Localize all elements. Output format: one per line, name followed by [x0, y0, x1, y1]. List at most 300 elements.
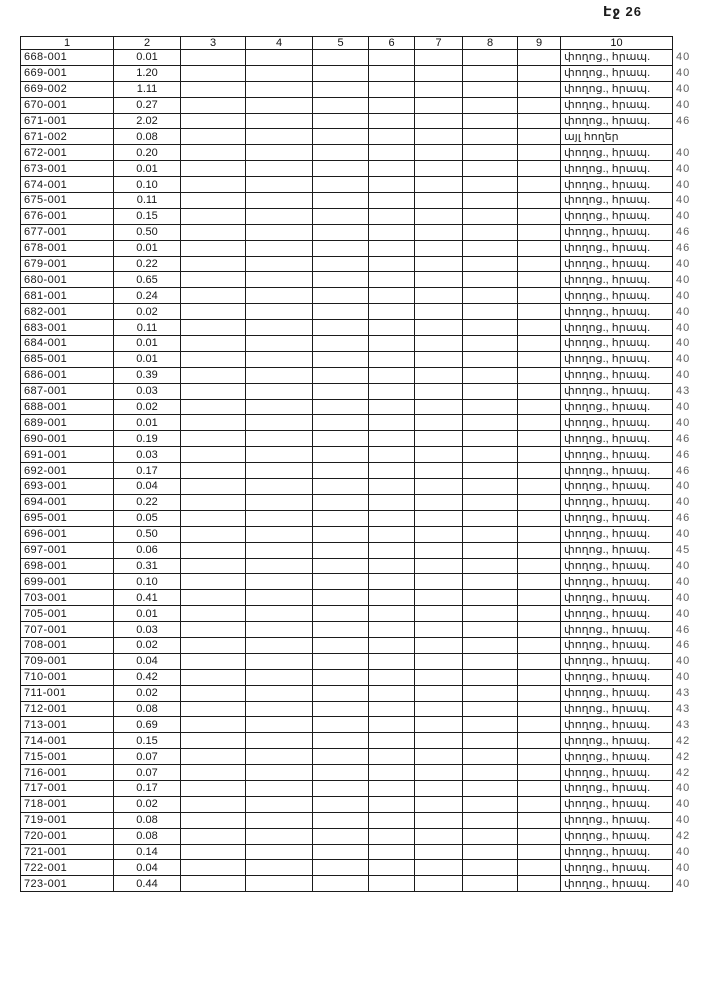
empty-cell [181, 367, 246, 383]
desc-cell: փողոց., հրապ. [561, 479, 673, 495]
table-row [21, 765, 703, 781]
empty-cell [369, 272, 415, 288]
table-row [21, 399, 703, 415]
margin-mark: 40 [676, 416, 691, 429]
empty-cell [369, 208, 415, 224]
empty-cell [518, 622, 561, 638]
table-row [21, 351, 703, 367]
empty-cell [246, 796, 313, 812]
empty-cell [463, 574, 518, 590]
table-row [21, 288, 703, 304]
margin-mark: 40 [676, 273, 691, 286]
value-cell: 0.08 [114, 701, 181, 717]
empty-cell [415, 494, 463, 510]
code-cell: 713-001 [21, 717, 114, 733]
code-cell: 669-002 [21, 81, 114, 97]
empty-cell [369, 860, 415, 876]
table-row [21, 780, 703, 796]
value-cell: 0.44 [114, 876, 181, 892]
empty-cell [415, 733, 463, 749]
empty-cell [246, 542, 313, 558]
code-cell: 681-001 [21, 288, 114, 304]
code-cell: 695-001 [21, 510, 114, 526]
empty-cell [181, 320, 246, 336]
value-cell: 0.02 [114, 637, 181, 653]
empty-cell [313, 590, 369, 606]
empty-cell [518, 749, 561, 765]
empty-cell [313, 50, 369, 66]
empty-cell [415, 129, 463, 145]
empty-cell [415, 717, 463, 733]
empty-cell [313, 574, 369, 590]
empty-cell [415, 812, 463, 828]
empty-cell [369, 479, 415, 495]
margin-mark: 40 [676, 496, 691, 509]
empty-cell [518, 50, 561, 66]
empty-cell [415, 367, 463, 383]
empty-cell [181, 415, 246, 431]
empty-cell [369, 336, 415, 352]
empty-cell [313, 876, 369, 892]
empty-cell [463, 65, 518, 81]
empty-cell [369, 637, 415, 653]
empty-cell [246, 653, 313, 669]
empty-cell [246, 606, 313, 622]
table-row [21, 860, 703, 876]
margin-mark: 40 [676, 178, 691, 191]
value-cell: 0.01 [114, 161, 181, 177]
margin-mark: 46 [676, 226, 691, 239]
empty-cell [463, 558, 518, 574]
desc-cell: փողոց., հրապ. [561, 383, 673, 399]
empty-cell [369, 494, 415, 510]
value-cell: 2.02 [114, 113, 181, 129]
empty-cell [415, 399, 463, 415]
empty-cell [369, 463, 415, 479]
empty-cell [246, 765, 313, 781]
code-cell: 671-001 [21, 113, 114, 129]
empty-cell [181, 606, 246, 622]
empty-cell [313, 240, 369, 256]
code-cell: 673-001 [21, 161, 114, 177]
empty-cell [181, 733, 246, 749]
empty-cell [313, 336, 369, 352]
empty-cell [518, 828, 561, 844]
code-cell: 718-001 [21, 796, 114, 812]
empty-cell [313, 606, 369, 622]
empty-cell [369, 765, 415, 781]
table-row [21, 844, 703, 860]
code-cell: 698-001 [21, 558, 114, 574]
empty-cell [246, 558, 313, 574]
empty-cell [181, 113, 246, 129]
empty-cell [463, 812, 518, 828]
empty-cell [518, 129, 561, 145]
desc-cell: փողոց., հրապ. [561, 65, 673, 81]
code-cell: 697-001 [21, 542, 114, 558]
table-row [21, 876, 703, 892]
code-cell: 668-001 [21, 50, 114, 66]
column-header: 6 [369, 37, 415, 50]
margin-mark: 42 [676, 766, 691, 779]
code-cell: 716-001 [21, 765, 114, 781]
empty-cell [415, 97, 463, 113]
empty-cell [463, 479, 518, 495]
desc-cell: փողոց., հրապ. [561, 653, 673, 669]
empty-cell [415, 304, 463, 320]
empty-cell [369, 240, 415, 256]
desc-cell: փողոց., հրապ. [561, 50, 673, 66]
empty-cell [415, 574, 463, 590]
table-row [21, 479, 703, 495]
table-row [21, 304, 703, 320]
value-cell: 0.20 [114, 145, 181, 161]
empty-cell [369, 367, 415, 383]
empty-cell [313, 526, 369, 542]
column-header: 5 [313, 37, 369, 50]
table-row [21, 113, 703, 129]
code-cell: 690-001 [21, 431, 114, 447]
empty-cell [415, 510, 463, 526]
empty-cell [246, 637, 313, 653]
empty-cell [181, 717, 246, 733]
empty-cell [518, 526, 561, 542]
empty-cell [369, 161, 415, 177]
code-cell: 670-001 [21, 97, 114, 113]
empty-cell [313, 161, 369, 177]
empty-cell [463, 177, 518, 193]
empty-cell [246, 367, 313, 383]
empty-cell [181, 780, 246, 796]
empty-cell [181, 81, 246, 97]
code-cell: 687-001 [21, 383, 114, 399]
empty-cell [313, 622, 369, 638]
value-cell: 0.03 [114, 622, 181, 638]
value-cell: 0.27 [114, 97, 181, 113]
value-cell: 0.01 [114, 606, 181, 622]
empty-cell [518, 256, 561, 272]
margin-mark: 40 [676, 321, 691, 334]
code-cell: 691-001 [21, 447, 114, 463]
desc-cell: փողոց., հրապ. [561, 765, 673, 781]
empty-cell [463, 193, 518, 209]
margin-mark: 46 [676, 639, 691, 652]
empty-cell [313, 208, 369, 224]
empty-cell [463, 161, 518, 177]
empty-cell [463, 304, 518, 320]
value-cell: 0.04 [114, 653, 181, 669]
empty-cell [518, 558, 561, 574]
empty-cell [369, 145, 415, 161]
value-cell: 1.11 [114, 81, 181, 97]
empty-cell [313, 145, 369, 161]
empty-cell [463, 510, 518, 526]
empty-cell [415, 860, 463, 876]
table-row [21, 272, 703, 288]
margin-mark: 42 [676, 830, 691, 843]
table-row [21, 81, 703, 97]
desc-cell: փողոց., հրապ. [561, 574, 673, 590]
empty-cell [518, 367, 561, 383]
code-cell: 709-001 [21, 653, 114, 669]
empty-cell [463, 463, 518, 479]
code-cell: 707-001 [21, 622, 114, 638]
margin-mark: 46 [676, 512, 691, 525]
margin-mark: 40 [676, 210, 691, 223]
empty-cell [415, 606, 463, 622]
empty-cell [518, 240, 561, 256]
empty-cell [181, 590, 246, 606]
table-row [21, 50, 703, 66]
empty-cell [369, 876, 415, 892]
empty-cell [181, 431, 246, 447]
empty-cell [463, 336, 518, 352]
empty-cell [181, 526, 246, 542]
table-row [21, 685, 703, 701]
value-cell: 0.22 [114, 494, 181, 510]
empty-cell [181, 97, 246, 113]
empty-cell [463, 224, 518, 240]
empty-cell [415, 320, 463, 336]
column-header: 7 [415, 37, 463, 50]
value-cell: 0.01 [114, 336, 181, 352]
value-cell: 0.08 [114, 828, 181, 844]
table-row [21, 320, 703, 336]
desc-cell: փողոց., հրապ. [561, 272, 673, 288]
empty-cell [181, 304, 246, 320]
margin-mark [673, 129, 703, 145]
empty-cell [181, 479, 246, 495]
empty-cell [518, 272, 561, 288]
margin-mark: 46 [676, 448, 691, 461]
code-cell: 676-001 [21, 208, 114, 224]
empty-cell [246, 415, 313, 431]
margin-mark: 40 [676, 369, 691, 382]
empty-cell [181, 828, 246, 844]
table-row [21, 129, 703, 145]
value-cell: 0.39 [114, 367, 181, 383]
empty-cell [415, 622, 463, 638]
empty-cell [246, 81, 313, 97]
column-header: 1 [21, 37, 114, 50]
margin-mark: 40 [676, 83, 691, 96]
empty-cell [415, 81, 463, 97]
empty-cell [369, 717, 415, 733]
code-cell: 708-001 [21, 637, 114, 653]
code-cell: 693-001 [21, 479, 114, 495]
empty-cell [463, 415, 518, 431]
column-header: 10 [561, 37, 673, 50]
desc-cell: փողոց., հրապ. [561, 431, 673, 447]
empty-cell [518, 351, 561, 367]
desc-cell: փողոց., հրապ. [561, 240, 673, 256]
empty-cell [313, 415, 369, 431]
empty-cell [415, 336, 463, 352]
empty-cell [518, 336, 561, 352]
desc-cell: փողոց., հրապ. [561, 828, 673, 844]
empty-cell [313, 669, 369, 685]
table-row [21, 622, 703, 638]
empty-cell [463, 113, 518, 129]
margin-mark: 40 [676, 162, 691, 175]
table-row [21, 812, 703, 828]
empty-cell [463, 717, 518, 733]
margin-mark: 46 [676, 115, 691, 127]
margin-mark: 40 [676, 51, 691, 64]
empty-cell [246, 844, 313, 860]
desc-cell: փողոց., հրապ. [561, 113, 673, 129]
table-row [21, 701, 703, 717]
empty-cell [463, 622, 518, 638]
desc-cell: փողոց., հրապ. [561, 304, 673, 320]
desc-cell: փողոց., հրապ. [561, 606, 673, 622]
desc-cell: փողոց., հրապ. [561, 81, 673, 97]
code-cell: 680-001 [21, 272, 114, 288]
empty-cell [463, 685, 518, 701]
empty-cell [518, 193, 561, 209]
value-cell: 0.17 [114, 780, 181, 796]
empty-cell [415, 526, 463, 542]
column-header: 2 [114, 37, 181, 50]
empty-cell [463, 733, 518, 749]
table-row [21, 97, 703, 113]
code-cell: 671-002 [21, 129, 114, 145]
empty-cell [313, 494, 369, 510]
empty-cell [518, 383, 561, 399]
empty-cell [313, 431, 369, 447]
empty-cell [415, 65, 463, 81]
empty-cell [463, 320, 518, 336]
empty-cell [369, 526, 415, 542]
empty-cell [181, 844, 246, 860]
empty-cell [415, 256, 463, 272]
code-cell: 715-001 [21, 749, 114, 765]
empty-cell [369, 288, 415, 304]
margin-mark: 40 [676, 591, 691, 604]
value-cell: 0.07 [114, 749, 181, 765]
table-row [21, 717, 703, 733]
empty-cell [246, 320, 313, 336]
empty-cell [246, 494, 313, 510]
code-cell: 694-001 [21, 494, 114, 510]
empty-cell [313, 272, 369, 288]
table-body [21, 50, 703, 892]
empty-cell [369, 622, 415, 638]
empty-cell [518, 844, 561, 860]
empty-cell [369, 685, 415, 701]
value-cell: 0.65 [114, 272, 181, 288]
empty-cell [181, 161, 246, 177]
empty-cell [313, 177, 369, 193]
empty-cell [246, 399, 313, 415]
table-row [21, 208, 703, 224]
empty-cell [518, 320, 561, 336]
empty-cell [246, 574, 313, 590]
empty-cell [518, 479, 561, 495]
empty-cell [518, 812, 561, 828]
table-row [21, 224, 703, 240]
value-cell: 0.06 [114, 542, 181, 558]
empty-cell [369, 780, 415, 796]
margin-mark: 40 [676, 861, 691, 874]
empty-cell [313, 558, 369, 574]
empty-cell [463, 97, 518, 113]
empty-cell [246, 288, 313, 304]
margin-header-spacer [673, 37, 703, 50]
empty-cell [463, 494, 518, 510]
empty-cell [518, 685, 561, 701]
empty-cell [181, 177, 246, 193]
empty-cell [246, 97, 313, 113]
empty-cell [246, 304, 313, 320]
empty-cell [181, 653, 246, 669]
desc-cell: փողոց., հրապ. [561, 415, 673, 431]
empty-cell [181, 65, 246, 81]
empty-cell [415, 765, 463, 781]
table-row [21, 145, 703, 161]
empty-cell [246, 161, 313, 177]
empty-cell [313, 304, 369, 320]
empty-cell [463, 447, 518, 463]
desc-cell: փողոց., հրապ. [561, 288, 673, 304]
table-row [21, 463, 703, 479]
margin-mark: 43 [676, 702, 691, 715]
value-cell: 0.17 [114, 463, 181, 479]
empty-cell [246, 351, 313, 367]
empty-cell [415, 876, 463, 892]
table-row [21, 415, 703, 431]
empty-cell [415, 272, 463, 288]
empty-cell [246, 65, 313, 81]
empty-cell [246, 479, 313, 495]
data-table [20, 36, 703, 892]
empty-cell [246, 224, 313, 240]
empty-cell [313, 351, 369, 367]
code-cell: 677-001 [21, 224, 114, 240]
empty-cell [246, 208, 313, 224]
empty-cell [181, 637, 246, 653]
empty-cell [369, 812, 415, 828]
column-header: 8 [463, 37, 518, 50]
margin-mark: 40 [676, 337, 691, 350]
value-cell: 0.01 [114, 415, 181, 431]
table-row [21, 336, 703, 352]
margin-mark: 42 [676, 734, 691, 747]
column-header: 4 [246, 37, 313, 50]
empty-cell [463, 367, 518, 383]
empty-cell [369, 81, 415, 97]
desc-cell: այլ հողեր [561, 129, 673, 145]
empty-cell [181, 463, 246, 479]
empty-cell [415, 637, 463, 653]
desc-cell: փողոց., հրապ. [561, 256, 673, 272]
code-cell: 689-001 [21, 415, 114, 431]
margin-mark: 40 [676, 575, 691, 588]
empty-cell [369, 304, 415, 320]
table-row [21, 431, 703, 447]
empty-cell [415, 749, 463, 765]
empty-cell [463, 240, 518, 256]
empty-cell [181, 812, 246, 828]
margin-mark: 40 [676, 814, 691, 827]
desc-cell: փողոց., հրապ. [561, 193, 673, 209]
empty-cell [518, 81, 561, 97]
code-cell: 678-001 [21, 240, 114, 256]
empty-cell [246, 272, 313, 288]
empty-cell [369, 796, 415, 812]
empty-cell [246, 828, 313, 844]
empty-cell [369, 50, 415, 66]
